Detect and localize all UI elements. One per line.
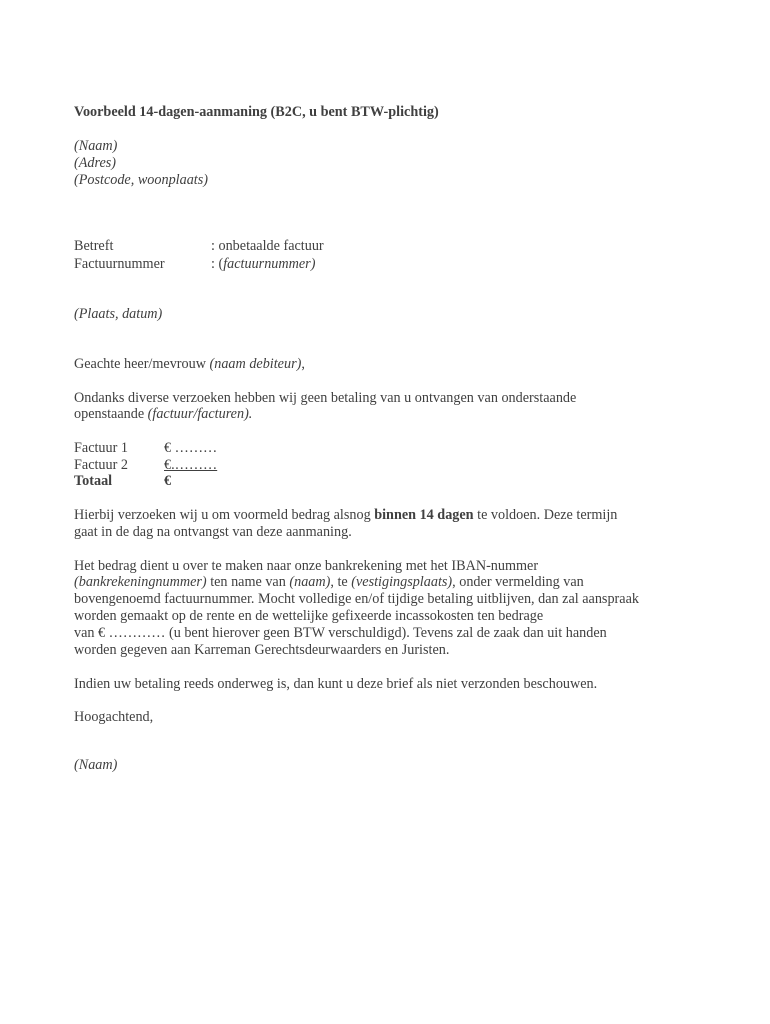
invoice-number-placeholder: factuurnummer): [223, 256, 316, 272]
salutation: [74, 356, 305, 373]
paragraph-2-text-b: te voldoen. Deze termijn: [473, 507, 618, 523]
paragraph-3-text-b: , te: [330, 574, 352, 590]
paragraph-3-line-4: worden gemaakt op de rente en de wettelijke gefixeerde incassokosten ten bedrage: [74, 608, 544, 624]
paragraph-1-line-2: [74, 406, 252, 423]
sender-address: (Adres): [74, 155, 117, 171]
sender-name: (Naam): [74, 138, 118, 154]
paragraph-3-line-2: [74, 574, 584, 591]
subject-value: : onbetaalde factuur: [211, 238, 324, 254]
paragraph-2-deadline: binnen 14 dagen: [374, 507, 474, 523]
place-date: (Plaats, datum): [74, 306, 163, 322]
paragraph-3-line-3: bovengenoemd factuurnummer. Mocht volledige en/of tijdige betaling uitblijven, dan zal aanspraak: [74, 591, 639, 607]
invoice-number-value: [211, 256, 315, 273]
paragraph-1-text: openstaande: [74, 406, 148, 422]
paragraph-3-line-1: Het bedrag dient u over te maken naar onze bankrekening met het IBAN-nummer: [74, 558, 539, 574]
paragraph-4: Indien uw betaling reeds onderweg is, dan kunt u deze brief als niet verzonden beschouwen.: [74, 676, 598, 692]
paragraph-3-text-c: , onder vermelding van: [452, 574, 584, 590]
salutation-comma: ,: [301, 356, 305, 372]
paragraph-3-line-6: worden gegeven aan Karreman Gerechtsdeurwaarders en Juristen.: [74, 642, 450, 658]
paragraph-2-line-1: [74, 507, 617, 524]
location-placeholder: (vestigingsplaats): [351, 574, 453, 590]
invoice-number-prefix: : (: [211, 256, 224, 272]
sender-postcode-city: (Postcode, woonplaats): [74, 172, 208, 188]
invoice-1-amount: € ………: [164, 440, 218, 456]
invoice-2-amount: €.………: [164, 457, 218, 473]
invoice-1-label: Factuur 1: [74, 440, 128, 456]
name-placeholder: (naam): [289, 574, 331, 590]
salutation-text: Geachte heer/mevrouw: [74, 356, 210, 372]
salutation-debtor-name: (naam debiteur): [209, 356, 302, 372]
paragraph-1-line-1: Ondanks diverse verzoeken hebben wij geen betaling van u ontvangen van onderstaande: [74, 390, 577, 406]
invoice-number-label: Factuurnummer: [74, 256, 165, 272]
letter-title: Voorbeeld 14-dagen-aanmaning (B2C, u bent BTW-plichtig): [74, 104, 439, 120]
total-label: Totaal: [74, 473, 113, 489]
paragraph-2-line-2: gaat in de dag na ontvangst van deze aanmaning.: [74, 524, 352, 540]
total-amount: €: [164, 473, 172, 489]
paragraph-2-text-a: Hierbij verzoeken wij u om voormeld bedrag alsnog: [74, 507, 375, 523]
bank-account-placeholder: (bankrekeningnummer): [74, 574, 207, 590]
signature-name: (Naam): [74, 757, 118, 773]
paragraph-3-line-5: van € ………… (u bent hierover geen BTW verschuldigd). Tevens zal de zaak dan uit handen: [74, 625, 607, 641]
paragraph-3-text-a: ten name van: [206, 574, 290, 590]
closing: Hoogachtend,: [74, 709, 154, 725]
subject-label: Betreft: [74, 238, 114, 254]
invoice-2-label: Factuur 2: [74, 457, 128, 473]
paragraph-1-invoices: (factuur/facturen).: [147, 406, 253, 422]
